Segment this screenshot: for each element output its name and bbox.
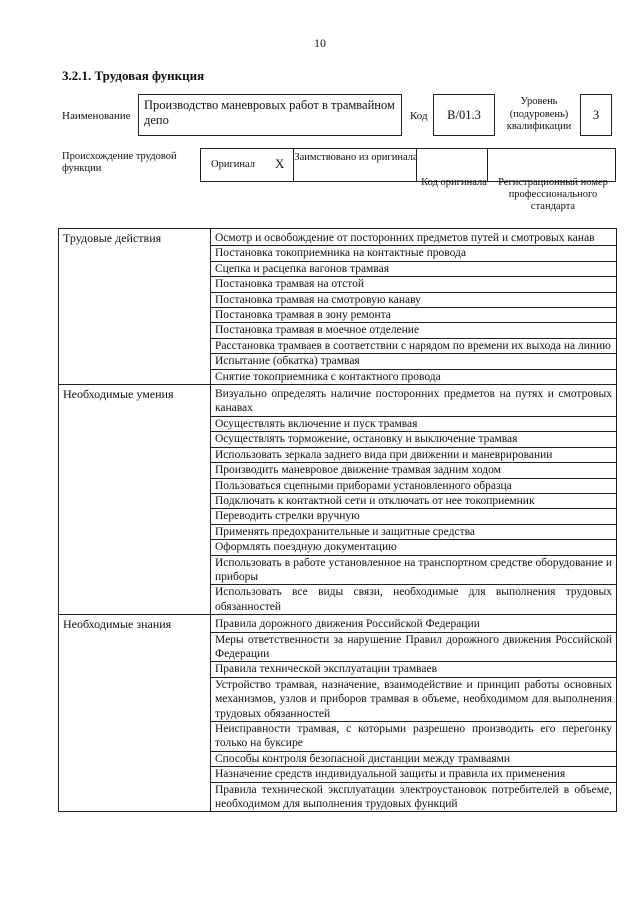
table-row <box>59 229 617 246</box>
section-item: Осуществлять включение и пуск трамвая <box>211 416 617 431</box>
section-item: Пользоваться сцепными приборами установленного образца <box>211 478 617 493</box>
section-item: Сцепка и расцепка вагонов трамвая <box>211 261 617 276</box>
level-label: Уровень (подуровень) квалификации <box>506 96 572 132</box>
name-label: Наименование <box>62 110 131 122</box>
section-item: Осуществлять торможение, остановку и выключение трамвая <box>211 432 617 447</box>
section-title: 3.2.1. Трудовая функция <box>62 68 205 83</box>
section-item: Использовать зеркала заднего вида при движении и маневрировании <box>211 447 617 462</box>
original-label: Оригинал <box>211 159 255 170</box>
code-label: Код <box>410 110 428 122</box>
origin-label: Происхождение трудовой функции <box>62 151 177 174</box>
section-item: Производить маневровое движение трамвая задним ходом <box>211 463 617 478</box>
section-item: Переводить стрелки вручную <box>211 509 617 524</box>
section-category: Трудовые действия <box>59 229 211 385</box>
section-item: Правила дорожного движения Российской Федерации <box>211 615 617 632</box>
section-item: Использовать все виды связи, необходимые для выполнения трудовых обязанностей <box>211 585 617 615</box>
labor-function-table <box>58 228 617 812</box>
section-item: Расстановка трамваев в соответствии с нарядом по времени их выхода на линию <box>211 338 617 353</box>
name-value-box <box>138 94 402 136</box>
code-value-box <box>433 94 495 136</box>
section-item: Устройство трамвая, назначение, взаимодействие и принцип работы основных механизмов, узлов и приборов трамвая в объеме, необходимом для выполнения трудовых обязанностей <box>211 677 617 721</box>
origin-borrowed-cell <box>293 148 417 182</box>
reg-number-label: Регистрационный номер профессионального стандарта <box>498 177 608 212</box>
section-item: Испытание (обкатка) трамвая <box>211 354 617 369</box>
section-item: Постановка токоприемника на контактные провода <box>211 246 617 261</box>
section-item: Применять предохранительные и защитные средства <box>211 524 617 539</box>
section-item: Оформлять поездную документацию <box>211 540 617 555</box>
section-item: Подключать к контактной сети и отключать от нее токоприемник <box>211 493 617 508</box>
section-item: Постановка трамвая в моечное отделение <box>211 323 617 338</box>
section-item: Правила технической эксплуатации трамваев <box>211 662 617 677</box>
section-item: Постановка трамвая в зону ремонта <box>211 308 617 323</box>
code-value: B/01.3 <box>447 107 481 122</box>
section-category: Необходимые знания <box>59 615 211 812</box>
section-item: Использовать в работе установленное на транспортном средстве оборудование и приборы <box>211 555 617 585</box>
section-item: Способы контроля безопасной дистанции между трамваями <box>211 751 617 766</box>
section-item: Постановка трамвая на отстой <box>211 277 617 292</box>
section-item: Неисправности трамвая, с которыми разрешено производить его перегонку только на буксире <box>211 722 617 752</box>
level-value-box <box>580 94 612 136</box>
section-category: Необходимые умения <box>59 385 211 615</box>
borrowed-label: Заимствовано из оригинала <box>294 152 418 163</box>
page-number: 10 <box>314 36 326 50</box>
section-item: Снятие токоприемника с контактного провода <box>211 369 617 384</box>
section-item: Меры ответственности за нарушение Правил дорожного движения Российской Федерации <box>211 632 617 662</box>
section-item: Постановка трамвая на смотровую канаву <box>211 292 617 307</box>
section-item: Осмотр и освобождение от посторонних предметов путей и смотровых канав <box>211 229 617 246</box>
table-row <box>59 615 617 632</box>
level-value: 3 <box>592 107 600 122</box>
name-value: Производство маневровых работ в трамвайном депо <box>144 98 395 127</box>
section-item: Правила технической эксплуатации электроустановок потребителей в объеме, необходимом для выполнения трудовых функций <box>211 782 617 812</box>
origin-original-cell <box>200 148 294 182</box>
original-mark: X <box>275 156 285 171</box>
table-row <box>59 385 617 417</box>
section-item: Визуально определять наличие посторонних предметов на путях и смотровых канавах <box>211 385 617 417</box>
section-item: Назначение средств индивидуальной защиты и правила их применения <box>211 767 617 782</box>
code-original-label: Код оригинала <box>421 177 487 188</box>
